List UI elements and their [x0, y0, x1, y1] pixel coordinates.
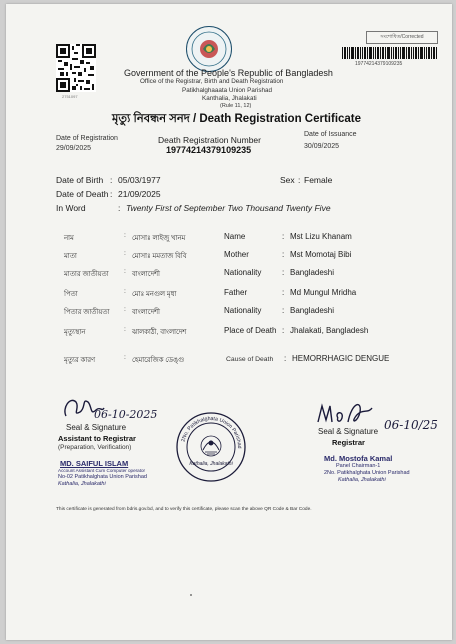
issuance-date-value: 30/09/2025 [304, 143, 340, 150]
corrected-badge: সংশোধিত/Corrected [366, 31, 438, 44]
name-value: Mst Lizu Khanam [290, 232, 352, 241]
mother-nationality-bn-value: বাংলাদেশী [132, 271, 160, 278]
mother-bn-colon: : [124, 250, 126, 257]
cause-bn-colon: : [124, 354, 126, 361]
mother-bn-value: মোসাঃ মমতাজ বিবি [132, 253, 187, 260]
father-nationality-bn-value: বাংলাদেশী [132, 309, 160, 316]
registration-number-value: 19774214379109235 [166, 145, 252, 155]
registration-date-label: Date of Registration [56, 135, 118, 142]
name-bn-value: মোসাঃ লাইজু খানম [132, 235, 186, 242]
name-colon: : [282, 232, 285, 241]
name-bn-colon: : [124, 232, 126, 239]
registrar-stamp-line1: Panel Chairman-1 [336, 463, 381, 469]
inword-value: Twenty First of September Two Thousand Twenty Five [126, 203, 331, 213]
barcode-graphic [342, 47, 438, 59]
qr-code-graphic [56, 44, 96, 92]
sex-value: Female [304, 175, 333, 185]
barcode-number: 19774214379109235 [355, 61, 403, 67]
death-place-bn-colon: : [124, 326, 126, 333]
father-bn-label: পিতা [64, 291, 78, 298]
registration-number-label: Death Registration Number [158, 135, 261, 145]
father-nationality-value: Bangladeshi [290, 306, 335, 315]
mother-label: Mother [224, 250, 249, 259]
cause-label: Cause of Death [226, 356, 274, 363]
certificate-page [6, 4, 452, 640]
father-nationality-bn-label: পিতার জাতীয়তা [64, 309, 110, 316]
assistant-name: MD. SAIFUL ISLAM [60, 459, 129, 468]
father-colon: : [282, 288, 285, 297]
verification-footer-note: This certificate is generated from bdris.gov.bd, and to verify this certificate, please scan the above QR Code & Bar Code. [56, 507, 312, 512]
cause-bn-label: মৃত্যুর কারণ [64, 357, 96, 364]
death-place-label: Place of Death [224, 326, 277, 335]
cause-bn-value: হেমারেজিক ডেঙ্গু [132, 357, 184, 364]
dod-label: Date of Death [56, 189, 109, 199]
rule-heading: (Rule 11, 12) [220, 103, 252, 109]
registration-date-value: 29/09/2025 [56, 145, 92, 152]
seal-ring-text: 2No. Patikhalghata Union Parishad [180, 415, 243, 449]
mother-nationality-colon: : [282, 268, 285, 277]
page-dot [190, 594, 192, 596]
registrar-role: Registrar [332, 438, 365, 447]
government-heading: Government of the People's Republic of Bangladesh [124, 68, 333, 78]
seal-emblem-icon [201, 436, 221, 456]
registrar-seal-signature-label: Seal & Signature [318, 427, 379, 436]
father-nationality-label: Nationality [224, 306, 262, 315]
father-nationality-colon: : [282, 306, 285, 315]
registrar-name: Md. Mostofa Kamal [324, 454, 393, 463]
mother-nationality-bn-label: মাতার জাতীয়তা [64, 271, 109, 278]
qr-code[interactable] [56, 44, 96, 92]
registrar-stamp-line2: 2No. Patikhalghata Union Parishad [324, 470, 410, 476]
father-nationality-bn-colon: : [124, 306, 126, 313]
issuance-date-label: Date of Issuance [304, 131, 357, 138]
government-emblem-icon [186, 26, 232, 72]
cause-value: HEMORRHAGIC DENGUE [292, 354, 390, 363]
death-place-colon: : [282, 326, 285, 335]
assistant-seal-signature-label: Seal & Signature [66, 423, 127, 432]
dob-value: 05/03/1977 [118, 175, 161, 185]
registrar-signature-scribble [316, 396, 386, 430]
sex-label: Sex [280, 175, 295, 185]
assistant-stamp-line2: No-02 Patikhalghata Union Parishad [58, 474, 147, 480]
inword-colon: : [118, 203, 121, 213]
mother-nationality-label: Nationality [224, 268, 262, 277]
registrar-handwritten-date: 06-10/25 [384, 418, 438, 432]
assistant-handwritten-date: 06-10-2025 [94, 408, 158, 421]
dob-colon: : [110, 175, 113, 185]
barcode[interactable] [342, 47, 438, 59]
cause-colon: : [284, 354, 287, 363]
qr-caption: 2751097 [62, 94, 78, 99]
name-bn-label: নাম [64, 235, 74, 242]
registrar-stamp-line3: Kathalia, Jhalakathi [338, 477, 386, 483]
assistant-stamp-line3: Kathalia, Jhalakathi [58, 481, 106, 487]
union-parishad-heading: Patikhalghaaata Union Parishad [182, 87, 272, 94]
assistant-role: Assistant to Registrar [58, 434, 136, 443]
seal-bottom-text: Kathalia, Jhalakathi [189, 461, 233, 467]
mother-colon: : [282, 250, 285, 259]
inword-label: In Word [56, 203, 86, 213]
assistant-stamp-line1: Account Assistant Cum Computer operator [58, 468, 146, 473]
certificate-title: মৃত্যু নিবন্ধন সনদ / Death Registration Certificate [112, 113, 362, 125]
death-place-bn-value: ঝালকাঠী, বাংলাদেশ [132, 329, 187, 336]
death-place-bn-label: মৃত্যুস্থান [64, 329, 86, 336]
dob-label: Date of Birth [56, 175, 104, 185]
name-label: Name [224, 232, 246, 241]
death-place-value: Jhalakati, Bangladesh [290, 326, 369, 335]
sex-colon: : [298, 175, 301, 185]
father-value: Md Mungul Mridha [290, 288, 357, 297]
dod-colon: : [110, 189, 113, 199]
father-bn-value: মোঃ মনগুল মৃধা [132, 291, 177, 298]
assistant-role-sub: (Preparation, Verification) [58, 444, 132, 451]
mother-nationality-bn-colon: : [124, 268, 126, 275]
union-parishad-seal [176, 410, 246, 484]
mother-nationality-value: Bangladeshi [290, 268, 335, 277]
mother-value: Mst Momotaj Bibi [290, 250, 352, 259]
father-bn-colon: : [124, 288, 126, 295]
office-heading: Office of the Registrar, Birth and Death Registration [140, 78, 284, 85]
mother-bn-label: মাতা [64, 253, 77, 260]
dod-value: 21/09/2025 [118, 189, 161, 199]
location-heading: Kanthalia, Jhalakati [202, 95, 257, 102]
father-label: Father [224, 288, 248, 297]
